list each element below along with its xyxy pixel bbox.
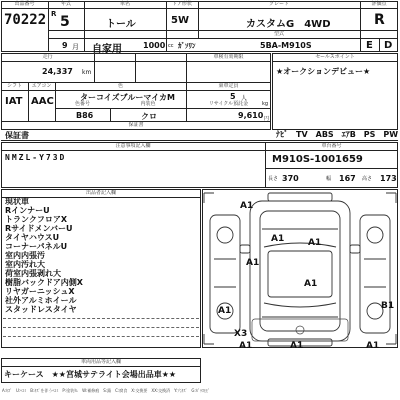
list-item: リヤガーニッシュX <box>5 287 75 296</box>
damage-mark: A1 <box>308 238 322 248</box>
list-item: トランクフロアX <box>5 215 68 224</box>
chassis-number: M910S-1001659 <box>272 154 363 165</box>
interior-score: E <box>366 40 373 51</box>
height-label: 高さ <box>362 176 373 182</box>
list-item: RサイドメンバーU <box>5 224 73 233</box>
mileage: 24,337 <box>42 67 73 76</box>
damage-mark: A1 <box>290 341 304 351</box>
car-name: トール <box>106 19 136 30</box>
year-label: 年式 <box>60 1 71 7</box>
car-diagram <box>202 189 398 348</box>
list-item: 現状車 <box>5 197 29 206</box>
warranty: 保証書 <box>5 131 29 140</box>
accessories-header: 車両用品等記入欄 <box>80 359 121 365</box>
recycle-amount: 9,610 <box>238 111 264 120</box>
shift-label: シフト <box>6 83 22 89</box>
sales-point-frame <box>272 53 398 130</box>
era: R <box>51 10 57 18</box>
ac: AAC <box>31 96 54 107</box>
capacity-unit: 人 <box>241 95 248 102</box>
fuel: ｶﾞｿﾘﾝ <box>178 42 196 50</box>
damage-mark: A1 <box>304 279 318 289</box>
list-item: RインナーU <box>5 206 50 215</box>
equipment: ﾅﾋﾞ TV ABS ｴｱB PS PW <box>276 130 399 139</box>
grade: カスタムG 4WD <box>246 19 331 30</box>
recycle-label: リサイクル預託金 <box>208 101 249 107</box>
damage-mark: A1 <box>218 306 232 316</box>
damage-mark: X3 <box>234 329 248 339</box>
lot-number: 70222 <box>4 12 47 28</box>
list-item: 樹脂バックドア内側X <box>5 278 83 287</box>
capacity-label: 乗車定員 <box>218 83 239 89</box>
grade-label: グレード <box>268 1 289 7</box>
legend-footer: A:ｷｽﾞ U:ﾍｺﾐ B:ｷｽﾞを伴うﾍｺﾐ P:塗装ﾀﾚ W:補修痕 S:錆 C:腐食 X:交換要 XX:交換済 Y:穴ｷｽﾞ G:ｶﾞﾗｽﾋﾋﾞ <box>2 388 210 393</box>
warranty-label: 保証書 <box>128 122 144 128</box>
score-label: 評価点 <box>371 1 387 7</box>
score: R <box>374 12 385 28</box>
damage-mark: B1 <box>381 301 395 311</box>
doors-label: ドア形状 <box>172 1 192 7</box>
month-unit: 月 <box>72 43 79 51</box>
length-label: 長さ <box>268 176 279 182</box>
yen-unit: 円 <box>264 116 270 122</box>
km-unit: km <box>82 69 92 76</box>
mileage-label: 走行 <box>42 54 53 60</box>
list-item: コーナーパネルU <box>5 242 68 251</box>
damage-mark: A1 <box>366 341 380 351</box>
interior-color: クロ <box>141 112 157 121</box>
list-item: タイヤハウスU <box>5 233 60 242</box>
inspection-label: 車検有効期限 <box>213 54 244 60</box>
doors: 5W <box>171 15 189 26</box>
damage-mark: A1 <box>271 234 285 244</box>
interior-label: 内装色 <box>140 101 156 107</box>
capacity: 5 <box>230 92 236 101</box>
seller-notes-header: 出品者記入欄 <box>85 190 116 196</box>
lot-label: 出品番号 <box>14 1 35 7</box>
model-label: 型式 <box>273 31 284 37</box>
frame-number: NMZL-Y73D <box>5 153 67 162</box>
list-item: スタッドレスタイヤ <box>5 305 77 314</box>
ac-label: エアコン <box>31 83 52 89</box>
height: 173 <box>380 174 397 183</box>
color-code-label: 色番号 <box>74 101 90 107</box>
width-label: 幅 <box>326 176 332 182</box>
model: 5BA-M910S <box>260 41 312 50</box>
frame-label: 車台番号 <box>321 143 342 149</box>
width: 167 <box>339 174 356 183</box>
usage: 自家用 <box>92 44 122 55</box>
list-item: 室内汚れ大 <box>5 260 45 269</box>
color-label: 色 <box>117 83 123 89</box>
sales-point: ★オークションデビュー★ <box>276 67 371 76</box>
month: 9 <box>62 41 68 50</box>
cc-unit: cc <box>168 43 174 49</box>
accessories-text: キーケース ★★宮城サテライト会場出品車★★ <box>4 370 177 379</box>
sales-point-label: セールスポイント <box>315 54 355 60</box>
damage-mark: A1 <box>246 258 260 268</box>
list-item: 室内内張汚 <box>5 251 45 260</box>
notes-header: 注意事項記入欄 <box>115 143 151 149</box>
list-item: 社外アルミホイール <box>5 296 77 305</box>
color-code: B86 <box>76 111 94 120</box>
car-name-label: 車名 <box>119 1 130 7</box>
damage-mark: A1 <box>240 201 254 211</box>
displacement: 1000 <box>143 41 166 50</box>
exterior-score: D <box>384 40 393 51</box>
body-color: ターコイズブルーマイカM <box>80 93 175 102</box>
length: 370 <box>282 174 299 183</box>
load-unit: kg <box>262 101 269 107</box>
year: 5 <box>60 14 70 30</box>
list-item: 荷室内張剥れ大 <box>5 269 61 278</box>
shift: IAT <box>5 96 23 107</box>
damage-mark: A1 <box>239 341 253 351</box>
